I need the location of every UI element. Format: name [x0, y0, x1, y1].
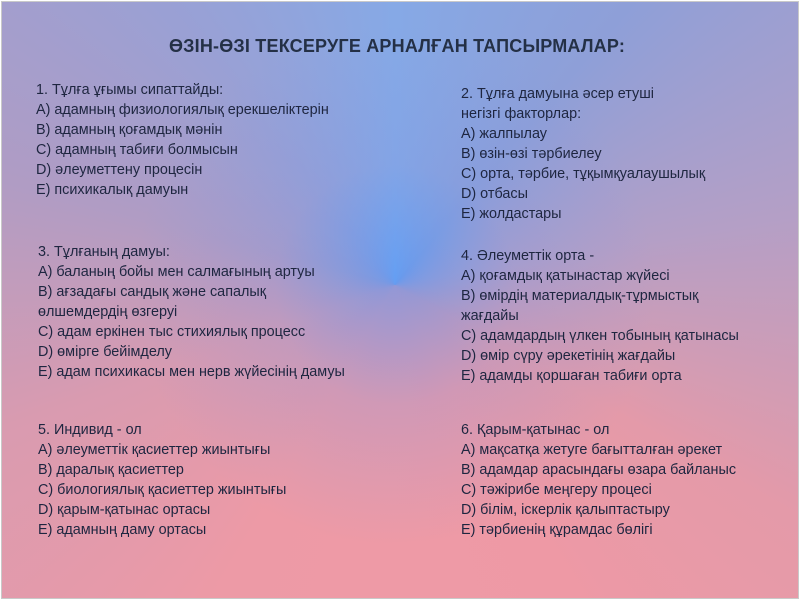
option-b: В) адамдар арасындағы өзара байланыс — [461, 462, 737, 478]
option-b: В) өмірдің материалдық-тұрмыстық — [461, 288, 699, 304]
option-c: С) адамның табиғи болмысын — [36, 142, 238, 158]
question-4-text: 4. Әлеуметтік орта - — [461, 248, 595, 264]
question-2-text: 2. Тұлға дамуына әсер етуші — [461, 86, 654, 102]
question-block-4 — [461, 246, 739, 386]
option-d: D) білім, іскерлік қалыптастыру — [461, 502, 670, 518]
slide-title: ӨЗІН-ӨЗІ ТЕКСЕРУГЕ АРНАЛҒАН ТАПСЫРМАЛАР: — [168, 36, 626, 56]
option-d: D) өмірге бейімделу — [38, 344, 172, 360]
option-a: А) мақсатқа жетуге бағытталған әрекет — [461, 442, 723, 458]
question-block-6 — [461, 420, 736, 540]
question-5-text: 5. Индивид - ол — [38, 422, 142, 438]
question-block-2 — [461, 84, 705, 224]
option-e: Е) жолдастары — [461, 206, 562, 222]
option-a: А) қоғамдық қатынастар жүйесі — [461, 268, 670, 284]
question-block-5 — [38, 420, 286, 540]
question-1-text: 1. Тұлға ұғымы сипаттайды: — [36, 82, 224, 98]
option-d: D) әлеуметтену процесін — [36, 162, 203, 178]
option-e: Е) психикалық дамуын — [36, 182, 189, 198]
option-a: А) әлеуметтік қасиеттер жиынтығы — [38, 442, 271, 458]
option-a: А) жалпылау — [461, 126, 547, 142]
option-d: D) өмір сүру әрекетінің жағдайы — [461, 348, 676, 364]
option-a: А) адамның физиологиялық ерекшеліктерін — [36, 102, 329, 118]
option-b: В) ағзадағы сандық және сапалық — [38, 284, 267, 300]
question-3-text: 3. Тұлғаның дамуы: — [38, 244, 170, 260]
question-block-1 — [36, 80, 329, 200]
question-block-3 — [38, 242, 345, 382]
option-b-cont: өлшемдердің өзгеруі — [38, 304, 178, 320]
option-c: С) адам еркінен тыс стихиялық процесс — [38, 324, 306, 340]
question-6-text: 6. Қарым-қатынас - ол — [461, 422, 610, 438]
option-d: D) отбасы — [461, 186, 528, 202]
option-c: С) орта, тәрбие, тұқымқуалаушылық — [461, 166, 706, 182]
option-b-cont: жағдайы — [461, 308, 519, 324]
option-e: Е) тәрбиенің құрамдас бөлігі — [461, 522, 653, 538]
option-c: С) адамдардың үлкен тобының қатынасы — [461, 328, 739, 344]
option-c: С) биологиялық қасиеттер жиынтығы — [38, 482, 287, 498]
option-a: А) баланың бойы мен салмағының артуы — [38, 264, 315, 280]
option-b: В) өзін-өзі тәрбиелеу — [461, 146, 602, 162]
option-d: D) қарым-қатынас ортасы — [38, 502, 211, 518]
option-b: В) даралық қасиеттер — [38, 462, 184, 478]
option-e: Е) адамды қоршаған табиғи орта — [461, 368, 682, 384]
option-e: Е) адам психикасы мен нерв жүйесінің дамуы — [38, 364, 345, 380]
option-b: В) адамның қоғамдық мәнін — [36, 122, 223, 138]
slide — [1, 1, 799, 599]
question-2-text-cont: негізгі факторлар: — [461, 106, 582, 122]
option-e: Е) адамның даму ортасы — [38, 522, 207, 538]
option-c: С) тәжірибе меңгеру процесі — [461, 482, 652, 498]
